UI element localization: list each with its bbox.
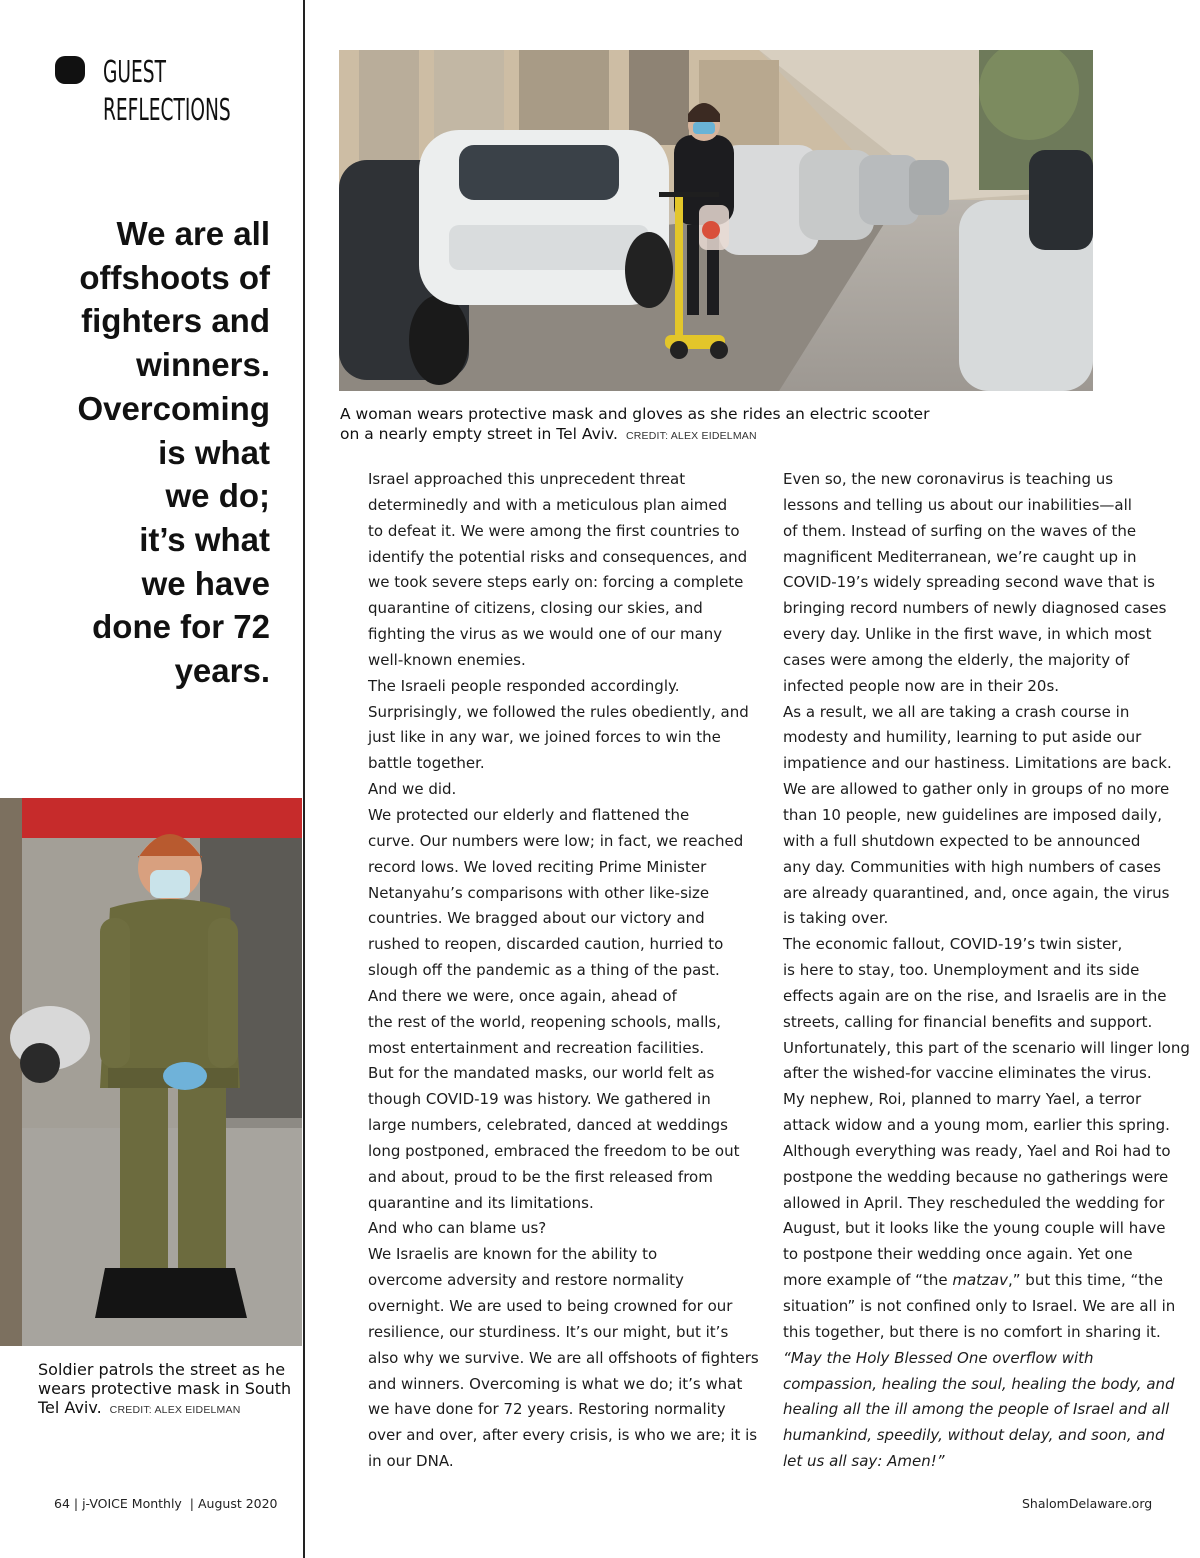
article-paragraph xyxy=(755,467,1167,700)
article-paragraph xyxy=(340,803,744,984)
text-line: fighting the virus as we would one of our many xyxy=(368,625,723,644)
text-line: “May the Holy Blessed One overflow with xyxy=(783,1348,1094,1367)
footer-left xyxy=(54,1496,278,1511)
pull-quote-line: is what xyxy=(158,433,270,471)
article-paragraph xyxy=(755,700,1172,933)
text-line: Netanyahu’s comparisons with other like-size xyxy=(368,883,710,902)
section-label-line1: GUEST xyxy=(103,55,166,90)
text-line: lessons and telling us about our inabilities—all xyxy=(783,495,1132,514)
text-line: after the wished-for vaccine eliminates the virus. xyxy=(783,1064,1152,1083)
footer-separator: | xyxy=(181,1496,198,1511)
text-line: streets, calling for financial benefits and support. xyxy=(783,1012,1153,1031)
issue-date: August 2020 xyxy=(197,1496,278,1511)
text-line: compassion, healing the soul, healing the body, and xyxy=(783,1374,1175,1393)
text-line: is taking over. xyxy=(783,909,889,928)
text-line: The economic fallout, COVID-19’s twin sister, xyxy=(783,935,1123,954)
text-line: slough off the pandemic as a thing of the past. xyxy=(368,961,720,980)
text-line: healing all the ill among the people of Israel and all xyxy=(783,1400,1170,1419)
caption-line xyxy=(38,1398,300,1420)
text-line: also why we survive. We are all offshoots of fighters xyxy=(368,1348,759,1367)
side-photo-caption xyxy=(38,1360,300,1420)
text-line: well-known enemies. xyxy=(368,650,526,669)
photo-credit: CREDIT: ALEX EIDELMAN xyxy=(109,1404,241,1416)
pull-quote-line: Overcoming xyxy=(77,389,270,427)
caption-text: Tel Aviv. xyxy=(38,1398,102,1417)
text-line: The Israeli people responded accordingly. xyxy=(368,676,680,695)
text-line: in our DNA. xyxy=(368,1452,454,1471)
text-line: most entertainment and recreation facilities. xyxy=(368,1038,705,1057)
text-line: As a result, we all are taking a crash course in xyxy=(783,702,1130,721)
text-line: My nephew, Roi, planned to marry Yael, a terror xyxy=(783,1090,1142,1109)
text-line: and about, proud to be the first released from xyxy=(368,1167,713,1186)
photo-credit: CREDIT: ALEX EIDELMAN xyxy=(625,430,757,442)
text-line: Israel approached this unprecedent threat xyxy=(368,470,686,488)
article-column-1 xyxy=(340,467,759,1475)
text-line: though COVID-19 was history. We gathered in xyxy=(368,1090,711,1109)
text-fragment: ,” but this time, “the xyxy=(1007,1271,1163,1290)
pull-quote-line: We are all xyxy=(116,215,270,252)
article-paragraph xyxy=(340,984,740,1217)
text-line: any day. Communities with high numbers of cases xyxy=(783,857,1161,876)
text-line: long postponed, embraced the freedom to be out xyxy=(368,1141,740,1160)
text-line: determinedly and with a meticulous plan aimed xyxy=(368,495,728,514)
article-paragraph xyxy=(340,467,748,674)
pull-quote-line: winners. xyxy=(136,346,270,384)
text-line: rushed to reopen, discarded caution, hurried to xyxy=(368,935,724,954)
text-line xyxy=(755,1268,1163,1294)
text-line: are already quarantined, and, once again, the virus xyxy=(783,883,1170,902)
article-column-2 xyxy=(755,467,1190,1475)
text-line: just like in any war, we joined forces to win the xyxy=(368,728,721,747)
caption-line: Soldier patrols the street as he xyxy=(38,1360,286,1379)
soldier-photo xyxy=(0,798,302,1346)
text-line: Unfortunately, this part of the scenario will linger long xyxy=(783,1038,1190,1057)
text-line: Surprisingly, we followed the rules obediently, and xyxy=(368,702,749,721)
text-line: this together, but there is no comfort in sharing it. xyxy=(783,1322,1161,1341)
section-header xyxy=(55,54,309,130)
text-line: humankind, speedily, without delay, and soon, and xyxy=(783,1426,1165,1445)
footer-website: ShalomDelaware.org xyxy=(1022,1496,1153,1511)
text-line: August, but it looks like the young couple will have xyxy=(783,1219,1166,1238)
pull-quote-line: offshoots of xyxy=(79,258,270,296)
caption-line: wears protective mask in South xyxy=(38,1379,292,1398)
text-line: overnight. We are used to being crowned for our xyxy=(368,1297,733,1315)
footer-separator: | xyxy=(69,1496,83,1511)
closing-prayer xyxy=(755,1346,1175,1475)
section-bullet-icon xyxy=(55,56,85,84)
pull-quote-line: we do; xyxy=(165,477,270,515)
article-paragraph xyxy=(755,932,1190,1087)
article-paragraph xyxy=(340,777,732,803)
article-paragraph xyxy=(340,1242,759,1475)
text-line: infected people now are in their 20s. xyxy=(783,676,1060,695)
page-number: 64 xyxy=(54,1496,70,1511)
text-line: attack widow and a young mom, earlier this spring. xyxy=(783,1116,1170,1135)
section-label-line2: REFLECTIONS xyxy=(103,93,231,128)
text-line: we took severe steps early on: forcing a complete xyxy=(368,573,744,592)
text-line: quarantine of citizens, closing our skies, and xyxy=(368,599,703,618)
text-line: And we did. xyxy=(368,780,457,799)
text-line: of them. Instead of surfing on the waves of the xyxy=(783,521,1137,540)
text-line: impatience and our hastiness. Limitations are back. xyxy=(783,754,1172,773)
text-line: We protected our elderly and flattened the xyxy=(368,805,690,824)
text-line: we have done for 72 years. Restoring normality xyxy=(368,1400,726,1419)
text-line: allowed in April. They rescheduled the wedding for xyxy=(783,1193,1165,1212)
text-line: over and over, after every crisis, is who we are; it is xyxy=(368,1426,758,1445)
pull-quote-line: done for 72 xyxy=(92,608,270,646)
text-line: battle together. xyxy=(368,754,485,773)
text-line: COVID-19’s widely spreading second wave that is xyxy=(783,573,1155,592)
article-paragraph xyxy=(755,1087,1176,1345)
pull-quote-line: fighters and xyxy=(81,302,270,340)
text-line: magnificent Mediterranean, we’re caught up in xyxy=(783,547,1137,566)
pull-quote-line: years. xyxy=(174,652,270,690)
text-line: and winners. Overcoming is what we do; it’s what xyxy=(368,1374,743,1393)
italic-term: matzav xyxy=(952,1271,1008,1290)
scooter-street-photo xyxy=(339,50,1093,391)
text-line: than 10 people, new guidelines are imposed daily, xyxy=(783,805,1162,824)
text-line: let us all say: Amen!” xyxy=(783,1452,945,1471)
text-line: to defeat it. We were among the first countries to xyxy=(368,521,740,540)
text-line: We are allowed to gather only in groups of no more xyxy=(783,780,1170,799)
text-line: bringing record numbers of newly diagnosed cases xyxy=(783,599,1167,618)
pull-quote-line: we have xyxy=(141,564,270,602)
top-photo-caption xyxy=(340,404,1100,446)
text-line: large numbers, celebrated, danced at weddings xyxy=(368,1116,728,1135)
caption-line: A woman wears protective mask and gloves as she rides an electric scooter xyxy=(340,405,930,423)
text-line: quarantine and its limitations. xyxy=(368,1193,594,1212)
text-line: the rest of the world, reopening schools, malls, xyxy=(368,1012,721,1031)
text-line: resilience, our sturdiness. It’s our might, but it’s xyxy=(368,1322,729,1341)
text-line: identify the potential risks and consequences, and xyxy=(368,547,748,566)
text-line: cases were among the elderly, the majority of xyxy=(783,650,1130,669)
text-line: every day. Unlike in the first wave, in which most xyxy=(783,625,1152,644)
caption-line xyxy=(340,424,1100,446)
text-line: But for the mandated masks, our world felt as xyxy=(368,1064,715,1083)
text-line: Even so, the new coronavirus is teaching us xyxy=(783,470,1114,488)
column-divider-line xyxy=(303,0,305,1558)
text-line: Although everything was ready, Yael and Roi had to xyxy=(783,1141,1171,1160)
text-line: is here to stay, too. Unemployment and its side xyxy=(783,961,1140,980)
caption-text: on a nearly empty street in Tel Aviv. xyxy=(340,425,618,443)
text-line: curve. Our numbers were low; in fact, we reached xyxy=(368,831,744,850)
text-line: situation” is not confined only to Israel. We are all in xyxy=(783,1297,1176,1315)
text-line: with a full shutdown expected to be announced xyxy=(783,831,1141,850)
text-line: countries. We bragged about our victory and xyxy=(368,909,705,928)
text-line: modesty and humility, learning to put aside our xyxy=(783,728,1142,747)
text-fragment: more example of “the xyxy=(783,1271,953,1290)
pull-quote xyxy=(40,212,270,693)
section-label xyxy=(103,54,231,130)
text-line: postpone the wedding because no gatherings were xyxy=(783,1167,1169,1186)
text-line: And who can blame us? xyxy=(368,1219,547,1238)
text-line: overcome adversity and restore normality xyxy=(368,1271,684,1290)
article-paragraph xyxy=(340,1216,732,1242)
text-line: effects again are on the rise, and Israelis are in the xyxy=(783,986,1167,1005)
pull-quote-line: it’s what xyxy=(139,520,270,558)
text-line: to postpone their wedding once again. Yet one xyxy=(783,1245,1133,1264)
text-line: And there we were, once again, ahead of xyxy=(368,986,677,1005)
text-line: We Israelis are known for the ability to xyxy=(368,1245,658,1264)
article-paragraph xyxy=(340,674,749,777)
text-line: record lows. We loved reciting Prime Minister xyxy=(368,857,707,876)
publication-name: j-VOICE Monthly xyxy=(82,1496,182,1511)
